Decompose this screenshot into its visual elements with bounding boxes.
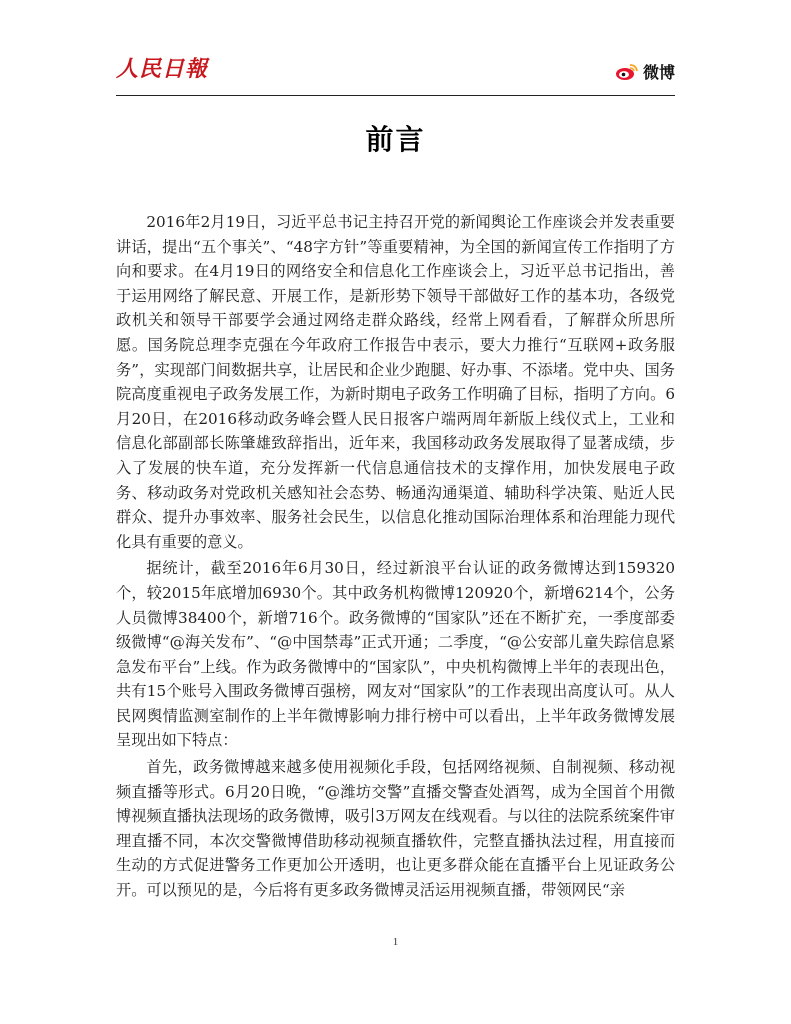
header-divider — [116, 95, 675, 96]
paragraph: 据统计，截至2016年6月30日，经过新浪平台认证的政务微博达到159320个，较2015年底增加6930个。其中政务机构微博120920个，新增6214个，公务人员微博38400个，新增716个。政务微博的“国家队”还在不断扩充，一季度部委级微博“@海关发布”、“@中国禁毒”正式开通；二季度，“@公安部儿童失踪信息紧急发布平台”上线。作为政务微博中的“国家队”，中央机构微博上半年的表现出色，共有15个账号入围政务微博百强榜，网友对“国家队”的工作表现出高度认可。从人民网舆情监测室制作的上半年微博影响力排行榜中可以看出，上半年政务微博发展呈现出如下特点： — [116, 559, 675, 750]
weibo-label: 微博 — [642, 63, 675, 82]
weibo-logo — [615, 60, 675, 83]
weibo-logo-icon — [615, 63, 639, 81]
paragraph: 2016年2月19日，习近平总书记主持召开党的新闻舆论工作座谈会并发表重要讲话，提出“五个事关”、“48字方针”等重要精神，为全国的新闻宣传工作指明了方向和要求。在4月19日的网络安全和信息化工作座谈会上，习近平总书记指出，善于运用网络了解民意、开展工作，是新形势下领导干部做好工作的基本功，各级党政机关和领导干部要学会通过网络走群众路线，经常上网看看，了解群众所思所愿。国务院总理李克强在今年政府工作报告中表示，要大力推行“互联网+政务服务”，实现部门间数据共享，让居民和企业少跑腿、好办事、不添堵。党中央、国务院高度重视电子政务发展工作，为新时期电子政务工作明确了目标，指明了方向。6月20日，在2016移动政务峰会暨人民日报客户端两周年新版上线仪式上，工业和信息化部副部长陈肇雄致辞指出，近年来，我国移动政务发展取得了显著成绩，步入了发展的快车道，充分发挥新一代信息通信技术的支撑作用，加快发展电子政务、移动政务对党政机关感知社会态势、畅通沟通渠道、辅助科学决策、贴近人民群众、提升办事效率、服务社会民生，以信息化推动国际治理体系和治理能力现代化具有重要的意义。 — [116, 213, 675, 551]
people-daily-logo: 人民日報 — [116, 56, 209, 82]
page-number: 1 — [392, 936, 399, 948]
document-body — [116, 210, 675, 905]
page-title: 前言 — [365, 123, 426, 156]
paragraph: 首先，政务微博越来越多使用视频化手段，包括网络视频、自制视频、移动视频直播等形式。6月20日晚，“@潍坊交警”直播交警查处酒驾，成为全国首个用微博视频直播执法现场的政务微博，吸引3万网友在线观看。与以往的法院系统案件审理直播不同，本次交警微博借助移动视频直播软件，完整直播执法过程，用直接而生动的方式促进警务工作更加公开透明，也让更多群众能在直播平台上见证政务公开。可以预见的是，今后将有更多政务微博灵活运用视频直播，带领网民“亲 — [116, 758, 675, 900]
page-header — [116, 50, 675, 98]
